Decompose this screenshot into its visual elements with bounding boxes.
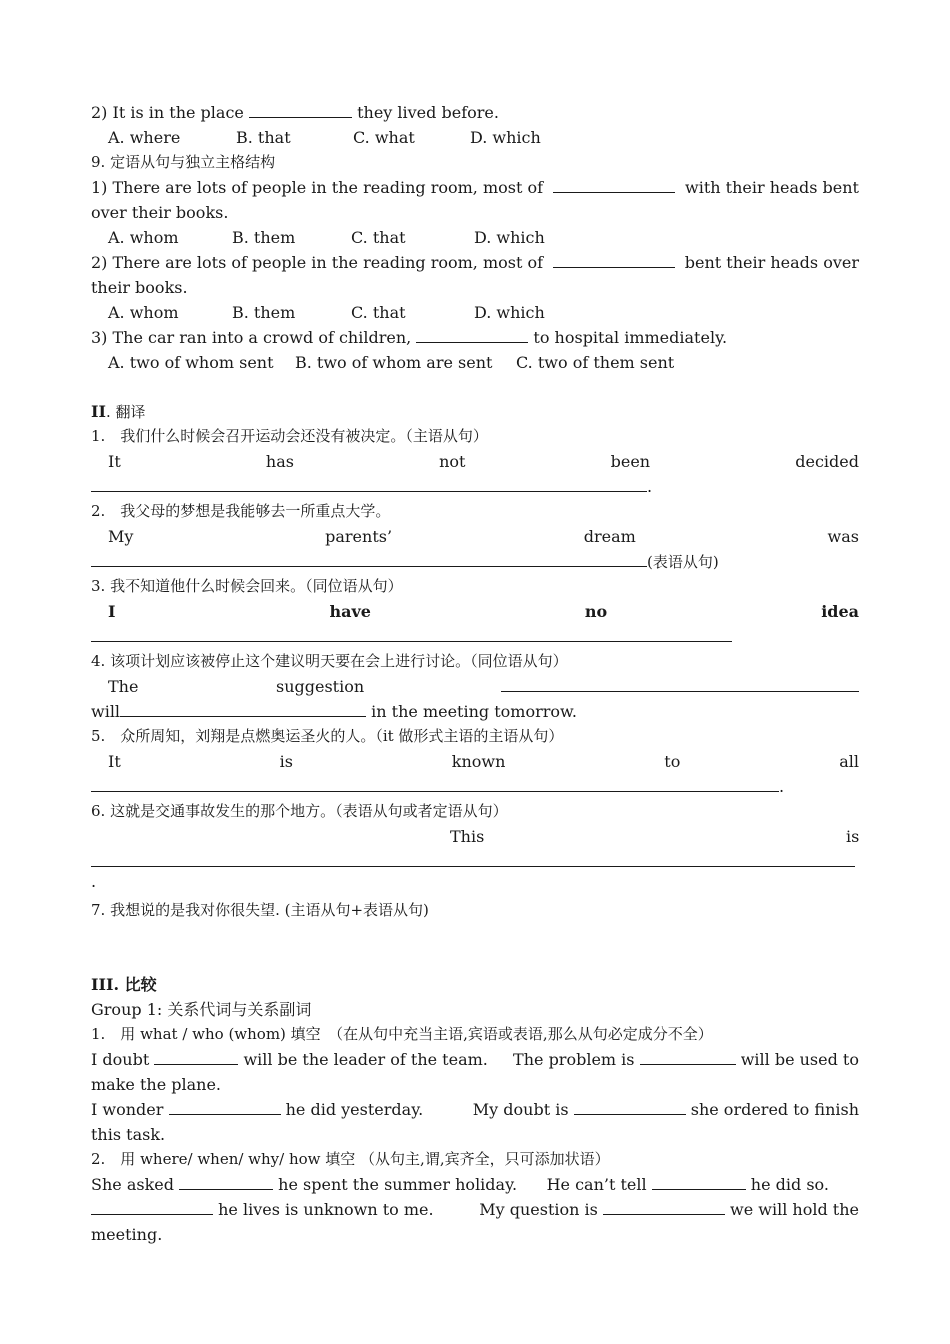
- s2-blank-2[interactable]: [574, 1097, 686, 1115]
- translate-heading-num: II: [91, 402, 106, 421]
- s4-text-b: he lives is unknown to me.: [218, 1200, 434, 1219]
- q8-options: [108, 125, 541, 150]
- q9-item1-options: [108, 225, 545, 250]
- s3-blank-2[interactable]: [652, 1172, 746, 1190]
- g1-instruction: 1. 用 what / who (whom) 填空 （在从句中充当主语,宾语或表语,那么从句必定成分不全）: [91, 1025, 713, 1043]
- q9-item2-option-d[interactable]: D. which: [474, 303, 545, 322]
- q9-item1: [91, 175, 859, 200]
- q9-item1-blank[interactable]: [553, 175, 675, 193]
- t5-word: all: [839, 752, 859, 771]
- s3-text-c: He can’t tell: [546, 1175, 647, 1194]
- s1-text-d: will be used to: [740, 1050, 859, 1069]
- q9-item1-option-b[interactable]: B. them: [232, 228, 296, 247]
- s3-blank-1[interactable]: [179, 1172, 273, 1190]
- q9-item3-option-b[interactable]: B. two of whom are sent: [295, 353, 493, 372]
- t3-word: no: [584, 602, 608, 621]
- t3-word: I: [108, 602, 116, 621]
- t4-word: suggestion: [276, 677, 365, 696]
- t3-blank[interactable]: [91, 624, 732, 642]
- t6-end: .: [91, 872, 97, 891]
- s1-text-c: The problem is: [513, 1050, 635, 1069]
- q8-item2-after: they lived before.: [357, 103, 499, 122]
- q9-item1-option-d[interactable]: D. which: [474, 228, 545, 247]
- q9-item3-before: 3) The car ran into a crowd of children,: [91, 328, 412, 347]
- t5-word: to: [664, 752, 681, 771]
- t5-words: [108, 749, 859, 774]
- t3-words: [108, 599, 859, 624]
- t4-after: in the meeting tomorrow.: [371, 702, 577, 721]
- s2-text-d: she ordered to finish: [690, 1100, 859, 1119]
- q9-item2-option-c[interactable]: C. that: [351, 303, 406, 322]
- s1-blank-2[interactable]: [640, 1047, 736, 1065]
- t3-word: idea: [821, 602, 859, 621]
- s3-text-b: he spent the summer holiday.: [278, 1175, 518, 1194]
- q9-item2-option-b[interactable]: B. them: [232, 303, 296, 322]
- t5-prompt: 5. 众所周知，刘翔是点燃奥运圣火的人。（it 做形式主语的主语从句）: [91, 727, 564, 745]
- q9-item2-before: 2) There are lots of people in the reading room, most of: [91, 253, 544, 272]
- q9-item1-after: with their heads bent: [685, 178, 859, 197]
- s2-blank-1[interactable]: [169, 1097, 281, 1115]
- s1-text-a: I doubt: [91, 1050, 150, 1069]
- t5-word: It: [108, 752, 121, 771]
- t1-word: been: [610, 452, 651, 471]
- t6-word-this: This: [450, 827, 485, 846]
- t1-word: not: [439, 452, 466, 471]
- q9-item3: [91, 325, 727, 350]
- t4-prompt: 4. 该项计划应该被停止这个建议明天要在会上进行讨论。（同位语从句）: [91, 652, 568, 670]
- q9-item3-option-c[interactable]: C. two of them sent: [516, 353, 675, 372]
- q9-item1-option-a[interactable]: A. whom: [108, 228, 179, 247]
- q8-item2-before: 2) It is in the place: [91, 103, 244, 122]
- s4-blank-2[interactable]: [603, 1197, 725, 1215]
- g1-sentence-row1: [91, 1047, 859, 1072]
- t3-word: have: [329, 602, 371, 621]
- q9-item1-option-c[interactable]: C. that: [351, 228, 406, 247]
- s2-text-a: I wonder: [91, 1100, 164, 1119]
- q9-item3-options: [108, 350, 674, 375]
- t4-will: will: [91, 702, 121, 721]
- t1-prompt: 1. 我们什么时候会召开运动会还没有被决定。（主语从句）: [91, 427, 488, 445]
- q9-heading: 9. 定语从句与独立主格结构: [91, 153, 276, 171]
- t1-words: [108, 449, 859, 474]
- t3-prompt: 3. 我不知道他什么时候会回来。（同位语从句）: [91, 577, 403, 595]
- s1-text-e: make the plane.: [91, 1075, 222, 1094]
- s2-text-e: this task.: [91, 1125, 166, 1144]
- t2-word: was: [827, 527, 859, 546]
- q9-item3-blank[interactable]: [416, 325, 528, 343]
- s4-text-c: My question is: [479, 1200, 598, 1219]
- s1-text-b: will be the leader of the team.: [243, 1050, 488, 1069]
- t6-prompt: 6. 这就是交通事故发生的那个地方。（表语从句或者定语从句）: [91, 802, 508, 820]
- translate-heading: [91, 399, 146, 424]
- t1-word: has: [265, 452, 294, 471]
- group1-heading: Group 1: 关系代词与关系副词: [91, 1000, 312, 1019]
- s4-text-d: we will hold the: [730, 1200, 859, 1219]
- t2-word: My: [108, 527, 134, 546]
- t1-end: .: [647, 477, 653, 496]
- t2-answer-line: [91, 549, 719, 574]
- s4-blank-1[interactable]: [91, 1197, 213, 1215]
- q9-item2-cont: their books.: [91, 278, 188, 297]
- t3-answer-line: [91, 624, 732, 649]
- translate-heading-text: . 翻译: [105, 403, 146, 421]
- t6-blank[interactable]: [91, 849, 855, 867]
- t2-words: [108, 524, 859, 549]
- t4-line1: [108, 674, 859, 699]
- q9-item1-before: 1) There are lots of people in the reading room, most of: [91, 178, 544, 197]
- t1-word: It: [108, 452, 121, 471]
- t1-answer-line: [91, 474, 652, 499]
- q8-option-c[interactable]: C. what: [353, 128, 415, 147]
- q9-item3-option-a[interactable]: A. two of whom sent: [108, 353, 274, 372]
- g2-instruction: 2. 用 where/ when/ why/ how 填空 （从句主,谓,宾齐全，只可添加状语）: [91, 1150, 610, 1168]
- t6-word-is: is: [846, 827, 860, 846]
- q9-item1-cont: over their books.: [91, 203, 229, 222]
- t5-word: known: [451, 752, 506, 771]
- t6-answer-line: [91, 849, 855, 874]
- s2-text-b: he did yesterday.: [285, 1100, 424, 1119]
- t2-word: parents’: [325, 527, 393, 546]
- s3-text-d: he did so.: [750, 1175, 829, 1194]
- t5-word: is: [279, 752, 293, 771]
- q9-item2: [91, 250, 859, 275]
- g2-sentence-row1: [91, 1172, 859, 1197]
- q8-item2: [91, 100, 499, 125]
- t2-word: dream: [583, 527, 636, 546]
- t5-end: .: [779, 777, 785, 796]
- q9-item2-option-a[interactable]: A. whom: [108, 303, 179, 322]
- q9-item2-blank[interactable]: [553, 250, 675, 268]
- s3-text-a: She asked: [91, 1175, 174, 1194]
- t4-line2: [91, 699, 577, 724]
- t4-blank-2[interactable]: [120, 699, 366, 717]
- t1-word: decided: [795, 452, 859, 471]
- t5-answer-line: [91, 774, 784, 799]
- t4-blank-1[interactable]: [501, 674, 859, 692]
- q9-item3-after: to hospital immediately.: [533, 328, 728, 347]
- q8-option-d[interactable]: D. which: [470, 128, 541, 147]
- t7-prompt: 7. 我想说的是我对你很失望. (主语从句+表语从句): [91, 901, 429, 919]
- t2-note: (表语从句): [647, 553, 719, 571]
- q9-item2-options: [108, 300, 545, 325]
- q8-item2-blank[interactable]: [249, 100, 352, 118]
- g1-sentence-row2: [91, 1097, 859, 1122]
- t2-blank[interactable]: [91, 549, 647, 567]
- t2-prompt: 2. 我父母的梦想是我能够去一所重点大学。: [91, 502, 391, 520]
- q8-option-a[interactable]: A. where: [108, 128, 181, 147]
- q9-item2-after: bent their heads over: [684, 253, 859, 272]
- s2-text-c: My doubt is: [472, 1100, 569, 1119]
- s1-blank-1[interactable]: [154, 1047, 238, 1065]
- compare-heading: III. 比较: [91, 975, 157, 994]
- t4-word: The: [108, 677, 139, 696]
- g2-sentence-row2: [91, 1197, 859, 1222]
- s4-text-e: meeting.: [91, 1225, 163, 1244]
- t5-blank[interactable]: [91, 774, 779, 792]
- t1-blank[interactable]: [91, 474, 647, 492]
- q8-option-b[interactable]: B. that: [236, 128, 291, 147]
